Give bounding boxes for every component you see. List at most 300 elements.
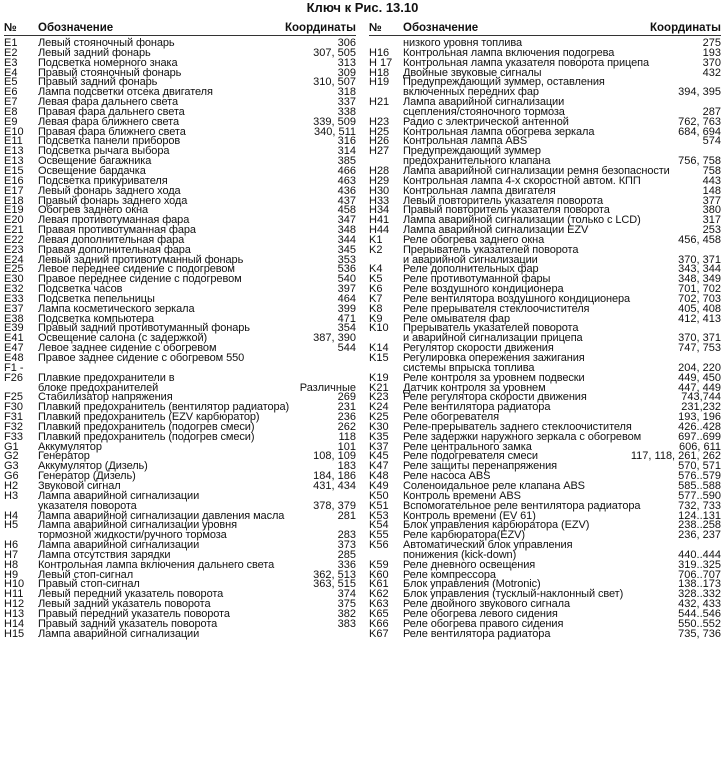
item-coordinates: 362, 513	[313, 568, 356, 581]
item-designation: Левая фара ближнего света	[38, 115, 180, 128]
item-designation: Контрольная лампа 4-х скоростной автом. КПП	[403, 174, 641, 187]
item-designation: Блок управления (тусклый-наклонный свет)	[403, 588, 624, 601]
item-number: H14	[4, 617, 25, 630]
item-designation: низкого уровня топлива	[403, 37, 522, 49]
item-coordinates: 380	[702, 204, 721, 217]
item-number: K35	[369, 430, 389, 443]
item-designation: Правый стояночный фонарь	[38, 66, 182, 79]
item-designation: Прерыватель указателей поворота	[403, 322, 579, 335]
item-number: K5	[369, 273, 383, 286]
item-number: H44	[369, 224, 390, 237]
item-designation: Радио с электрической антенной	[403, 115, 569, 128]
item-number: H19	[369, 76, 390, 89]
item-coordinates: 426..428	[678, 420, 721, 433]
item-designation: Правый задний указатель поворота	[38, 617, 218, 630]
item-designation: Лампа аварийной сигнализации	[38, 627, 200, 640]
item-designation: и аварийной сигнализации	[403, 253, 538, 266]
item-number: K56	[369, 539, 389, 552]
item-number: H10	[4, 578, 25, 591]
item-designation: Датчик контроля за уровнем	[403, 381, 546, 394]
item-designation: включенных передних фар	[403, 86, 539, 99]
item-coordinates: 399	[337, 302, 356, 315]
item-number: E21	[4, 224, 24, 237]
item-number: K30	[369, 420, 389, 433]
item-coordinates: 269	[337, 391, 356, 404]
item-number: K15	[369, 352, 389, 364]
item-coordinates: 375	[337, 598, 356, 611]
item-number: F1 -	[4, 361, 24, 374]
item-designation: Правое переднее сидение с подогревом	[38, 273, 242, 286]
header-coordinates: Координаты	[650, 22, 721, 34]
item-designation: Левый задний фонарь	[38, 46, 151, 59]
item-designation: тормозной жидкости/ручного тормоза	[38, 529, 227, 542]
item-coordinates: 540	[337, 273, 356, 286]
header-number: №	[4, 22, 17, 34]
item-coordinates: 337	[337, 96, 356, 109]
item-designation: Подсветка часов	[38, 283, 123, 296]
item-number: H15	[4, 627, 25, 640]
item-number: E10	[4, 125, 24, 138]
item-designation: Лампа аварийной сигнализации	[38, 539, 200, 552]
item-designation: Подсветка прикуривателя	[38, 174, 168, 187]
item-designation: Лампа аварийной сигнализации уровня	[38, 519, 237, 532]
item-number: K54	[369, 519, 389, 532]
item-designation: Левый фонарь заднего хода	[38, 184, 181, 197]
item-designation: Автоматический блок управления	[403, 539, 573, 552]
item-number: G6	[4, 470, 19, 483]
item-designation: Лампа аварийной сигнализации (только с LCD)	[403, 214, 641, 227]
item-designation: Реле обогрева левого сидения	[403, 607, 558, 620]
item-coordinates: 363, 515	[313, 578, 356, 591]
item-number: K66	[369, 617, 389, 630]
item-coordinates: 431, 434	[313, 479, 356, 492]
item-coordinates: 319..325	[678, 558, 721, 571]
item-coordinates: 378, 379	[313, 499, 356, 512]
item-designation: Аккумулятор (Дизель)	[38, 460, 148, 473]
item-designation: Лампа аварийной сигнализации EZV	[403, 224, 589, 237]
item-number: K62	[369, 588, 389, 601]
item-number: H41	[369, 214, 390, 227]
item-number: H12	[4, 598, 25, 611]
item-number: E2	[4, 46, 18, 59]
item-coordinates: 253	[702, 224, 721, 237]
item-number: E16	[4, 174, 24, 187]
item-designation: Контрольная лампа двигателя	[403, 184, 556, 197]
item-coordinates: 735, 736	[678, 627, 721, 640]
item-coordinates: 148	[702, 184, 721, 197]
item-designation: Контрольная лампа включения подогрева	[403, 46, 615, 59]
item-number: K53	[369, 509, 389, 522]
item-designation: и аварийной сигнализации прицепа	[403, 332, 583, 345]
item-coordinates: 574	[702, 135, 721, 148]
item-number: H13	[4, 607, 25, 620]
item-number: E7	[4, 96, 18, 109]
item-number: E20	[4, 214, 24, 227]
item-number: H34	[369, 204, 390, 217]
item-number: K24	[369, 401, 389, 414]
item-number: E13	[4, 155, 24, 168]
column-header	[369, 22, 721, 36]
item-number: K14	[369, 342, 389, 355]
item-number: F31	[4, 411, 23, 424]
item-designation: Двойные звуковые сигналы	[403, 66, 542, 79]
item-designation: Правая фара дальнего света	[38, 105, 185, 118]
item-designation: Лампа аварийной сигнализации ремня безопасности	[403, 164, 670, 177]
item-number: E22	[4, 233, 24, 246]
item-number: K1	[369, 233, 383, 246]
item-coordinates: 344	[337, 233, 356, 246]
item-number: E19	[4, 204, 24, 217]
item-number: K59	[369, 558, 389, 571]
item-coordinates: 236	[337, 411, 356, 424]
item-coordinates: 471	[337, 312, 356, 325]
item-coordinates: 466	[337, 164, 356, 177]
item-number: K63	[369, 598, 389, 611]
item-designation: Реле контроля за уровнем подвески	[403, 371, 585, 384]
item-number: K7	[369, 292, 383, 305]
item-designation: Реле центрального замка	[403, 440, 532, 453]
item-designation: сцепления/стояночного тормоза	[403, 105, 565, 118]
item-number: G3	[4, 460, 19, 473]
item-designation: Реле омывателя фар	[403, 312, 510, 325]
item-designation: Освещение бардачка	[38, 164, 146, 177]
header-designation: Обозначение	[38, 22, 114, 34]
item-number: F25	[4, 391, 23, 404]
item-coordinates: 370	[702, 56, 721, 69]
item-number: E33	[4, 292, 24, 305]
item-designation: Прерыватель указателей поворота	[403, 243, 579, 256]
item-number: K49	[369, 479, 389, 492]
item-designation: Лампа аварийной сигнализации давления масла	[38, 509, 285, 522]
item-coordinates: 436	[337, 184, 356, 197]
item-coordinates: 397	[337, 283, 356, 296]
item-designation: Обогрев заднего окна	[38, 204, 148, 217]
item-number: F26	[4, 371, 23, 384]
item-number: E37	[4, 302, 24, 315]
item-number: E15	[4, 164, 24, 177]
item-designation: Правый фонарь заднего хода	[38, 194, 188, 207]
item-number: H33	[369, 194, 390, 207]
item-designation: Реле дневного освещения	[403, 558, 536, 571]
item-coordinates: 374	[337, 588, 356, 601]
item-number: E4	[4, 66, 18, 79]
item-designation: Левое переднее сидение с подогревом	[38, 263, 235, 276]
item-designation: Правый стоп-сигнал	[38, 578, 140, 591]
item-coordinates: 124..131	[678, 509, 721, 522]
item-number: H30	[369, 184, 390, 197]
item-coordinates: Различные	[299, 381, 356, 394]
item-number: K23	[369, 391, 389, 404]
item-coordinates: 449, 450	[678, 371, 721, 384]
item-coordinates: 318	[337, 86, 356, 99]
item-coordinates: 385	[337, 155, 356, 168]
item-designation: Плавкий предохранитель (подогрев смеси)	[38, 420, 255, 433]
item-designation: Контрольная лампа ABS	[403, 135, 528, 148]
item-coordinates: 447, 449	[678, 381, 721, 394]
item-designation: Регулировка опережения зажигания	[403, 352, 585, 364]
item-number: K50	[369, 489, 389, 502]
item-number: E3	[4, 56, 18, 69]
item-number: E47	[4, 342, 24, 355]
item-designation: Подсветка номерного знака	[38, 56, 178, 69]
item-designation: Вспомогательное реле вентилятора радиатора	[403, 499, 641, 512]
item-designation: Левая дополнительная фара	[38, 233, 185, 246]
legend-row	[4, 354, 356, 364]
item-designation: Реле прерывателя стеклоочистителя	[403, 302, 590, 315]
item-number: E39	[4, 322, 24, 335]
item-designation: Реле дополнительных фар	[403, 263, 539, 276]
item-designation: Контроль времени ABS	[403, 489, 521, 502]
item-designation: Плавкий предохранитель (EZV карбюратор)	[38, 411, 260, 424]
item-number: H27	[369, 145, 390, 158]
item-designation: предохранительного клапана	[403, 155, 551, 168]
item-designation: Контрольная лампа включения дальнего света	[38, 558, 275, 571]
item-number: E1	[4, 37, 18, 49]
legend-row	[369, 627, 721, 640]
item-number: E32	[4, 283, 24, 296]
item-coordinates: 328..332	[678, 588, 721, 601]
item-designation: Реле двойного звукового сигнала	[403, 598, 571, 611]
item-designation: Правое заднее сидение с обогревом 550	[38, 352, 245, 364]
item-designation: Аккумулятор	[38, 440, 102, 453]
item-designation: Соленоидальное реле клапана ABS	[403, 479, 585, 492]
item-designation: Реле карбюратора(EZV)	[403, 529, 525, 542]
item-designation: Плавкий предохранитель (подогрев смеси)	[38, 430, 255, 443]
item-designation: Лампа подсветки отсека двигателя	[38, 86, 213, 99]
item-coordinates: 317	[702, 214, 721, 227]
item-designation: Правый задний противотуманный фонарь	[38, 322, 250, 335]
item-designation: Левая фара дальнего света	[38, 96, 178, 109]
item-coordinates: 405, 408	[678, 302, 721, 315]
item-designation: Блок управления карбюратора (EZV)	[403, 519, 590, 532]
item-designation: Плавкий предохранитель (вентилятор радиатора)	[38, 401, 290, 414]
item-designation: Правый задний фонарь	[38, 76, 158, 89]
item-number: K55	[369, 529, 389, 542]
item-coordinates: 183	[337, 460, 356, 473]
item-number: E11	[4, 135, 23, 148]
item-coordinates: 354	[337, 322, 356, 335]
item-number: H5	[4, 519, 19, 532]
item-number: H4	[4, 509, 19, 522]
item-designation: Левая противотуманная фара	[38, 214, 190, 227]
item-coordinates: 702, 703	[678, 292, 721, 305]
legend-list	[369, 39, 721, 639]
left-column	[4, 22, 356, 639]
item-coordinates: 138..173	[678, 578, 721, 591]
item-number: H28	[369, 164, 390, 177]
item-designation: системы впрыска топлива	[403, 361, 535, 374]
item-number: E48	[4, 352, 24, 364]
item-number: H16	[369, 46, 390, 59]
item-coordinates: 348	[337, 224, 356, 237]
item-coordinates: 606, 611	[678, 440, 721, 453]
item-designation: Правая фара ближнего света	[38, 125, 186, 138]
item-coordinates: 732, 733	[678, 499, 721, 512]
item-number: K37	[369, 440, 389, 453]
item-designation: Подсветка пепельницы	[38, 292, 155, 305]
item-number: K10	[369, 322, 389, 335]
item-coordinates: 313	[337, 56, 356, 69]
item-designation: Реле насоса ABS	[403, 470, 491, 483]
item-number: H9	[4, 568, 19, 581]
item-coordinates: 544..546	[678, 607, 721, 620]
item-designation: Контроль времени (EV 61)	[403, 509, 536, 522]
item-number: K48	[369, 470, 389, 483]
item-coordinates: 387, 390	[313, 332, 356, 345]
item-number: G1	[4, 440, 19, 453]
item-coordinates: 536	[337, 263, 356, 276]
item-number: K45	[369, 450, 389, 463]
item-coordinates: 193, 196	[678, 411, 721, 424]
item-designation: Стабилизатор напряжения	[38, 391, 173, 404]
item-coordinates: 340, 511	[313, 125, 356, 138]
item-designation: Генератор	[38, 450, 90, 463]
item-number: H2	[4, 479, 19, 492]
item-designation: Реле вентилятора радиатора	[403, 627, 551, 640]
item-coordinates: 336	[337, 558, 356, 571]
item-designation: Левый передний указатель поворота	[38, 588, 224, 601]
item-coordinates: 184, 186	[313, 470, 356, 483]
item-designation: Реле компрессора	[403, 568, 496, 581]
item-designation: Генератор (Дизель)	[38, 470, 136, 483]
item-designation: Реле противотуманной фары	[403, 273, 551, 286]
item-coordinates: 412, 413	[678, 312, 721, 325]
item-designation: Лампа косметического зеркала	[38, 302, 195, 315]
item-number: E23	[4, 243, 24, 256]
item-number: H11	[4, 588, 24, 601]
item-designation: Реле обогревателя	[403, 411, 499, 424]
item-number: K60	[369, 568, 389, 581]
item-designation: блоке предохранителей	[38, 381, 159, 394]
item-number: H21	[369, 96, 390, 109]
item-number: K2	[369, 243, 383, 256]
item-designation: Лампа аварийной сигнализации	[38, 489, 200, 502]
item-designation: Левый повторитель указателя поворота	[403, 194, 604, 207]
item-coordinates: 706..707	[678, 568, 721, 581]
item-coordinates: 307, 505	[313, 46, 356, 59]
item-coordinates: 577..590	[678, 489, 721, 502]
item-coordinates: 456, 458	[678, 233, 721, 246]
item-number: K4	[369, 263, 383, 276]
item-coordinates: 684, 694	[678, 125, 721, 138]
item-coordinates: 309	[337, 66, 356, 79]
item-coordinates: 231	[337, 401, 356, 414]
item-coordinates: 117, 118, 261, 262	[630, 450, 721, 463]
item-designation: Подсветка рычага выбора	[38, 145, 170, 158]
item-number: E17	[4, 184, 24, 197]
item-coordinates: 440..444	[678, 548, 721, 561]
item-coordinates: 373	[337, 539, 356, 552]
item-designation: Освещение салона (с задержкой)	[38, 332, 208, 345]
item-number: E30	[4, 273, 24, 286]
item-number: K9	[369, 312, 383, 325]
item-number: F30	[4, 401, 23, 414]
item-designation: Предупреждающий зуммер, оставления	[403, 76, 605, 89]
item-designation: Лампа отсутствия зарядки	[38, 548, 171, 561]
legend-row	[4, 627, 356, 640]
item-coordinates: 118	[338, 430, 356, 443]
item-designation: Правая противотуманная фара	[38, 224, 196, 237]
item-designation: Подсветка компьютера	[38, 312, 155, 325]
item-coordinates: 285	[337, 548, 356, 561]
item-number: E25	[4, 263, 24, 276]
item-coordinates: 576..579	[678, 470, 721, 483]
item-number: E9	[4, 115, 18, 128]
item-designation: Правый повторитель указателя поворота	[403, 204, 610, 217]
item-coordinates: 316	[337, 135, 356, 148]
item-number: K47	[369, 460, 389, 473]
item-coordinates: 238..258	[678, 519, 721, 532]
item-coordinates: 570, 571	[678, 460, 721, 473]
item-designation: указателя поворота	[38, 499, 137, 512]
item-coordinates: 697..699	[678, 430, 721, 443]
item-coordinates: 353	[337, 253, 356, 266]
item-coordinates: 443	[702, 174, 721, 187]
item-designation: Реле подогревателя смеси	[403, 450, 538, 463]
item-designation: Левое заднее сидение с обогревом	[38, 342, 217, 355]
item-coordinates: 585..588	[678, 479, 721, 492]
item-coordinates: 550..552	[678, 617, 721, 630]
header-number: №	[369, 22, 382, 34]
item-number: H8	[4, 558, 19, 571]
right-column	[369, 22, 721, 639]
item-number: H6	[4, 539, 19, 552]
header-designation: Обозначение	[403, 22, 479, 34]
legend-list	[4, 39, 356, 639]
item-number: H7	[4, 548, 19, 561]
item-number: E6	[4, 86, 18, 99]
item-number: E38	[4, 312, 24, 325]
item-coordinates: 383	[337, 617, 356, 630]
item-designation: Реле обогрева правого сидения	[403, 617, 564, 630]
item-designation: Реле вентилятора радиатора	[403, 401, 551, 414]
item-designation: Реле защиты перенапряжения	[403, 460, 558, 473]
item-number: H26	[369, 135, 390, 148]
item-coordinates: 287	[702, 105, 721, 118]
page-title: Ключ к Рис. 13.10	[306, 0, 419, 15]
item-designation: Левый задний противотуманный фонарь	[38, 253, 244, 266]
item-coordinates: 544	[337, 342, 356, 355]
item-coordinates: 108, 109	[313, 450, 356, 463]
item-number: K51	[369, 499, 389, 512]
item-designation: Регулятор скорости движения	[403, 342, 554, 355]
item-designation: Реле обогрева заднего окна	[403, 233, 545, 246]
item-designation: Предупреждающий зуммер	[403, 145, 541, 158]
item-number: F32	[4, 420, 23, 433]
item-number: K21	[369, 381, 389, 394]
item-coordinates: 310, 507	[313, 76, 356, 89]
item-coordinates: 231,232	[681, 401, 721, 414]
item-designation: Блок управления (Motronic)	[403, 578, 541, 591]
item-coordinates: 758	[702, 164, 721, 177]
item-number: E18	[4, 194, 24, 207]
item-number: K65	[369, 607, 389, 620]
item-designation: Реле задержки наружного зеркала с обогревом	[403, 430, 642, 443]
item-designation: Плавкие предохранители в	[38, 371, 175, 384]
column-header	[4, 22, 356, 36]
item-coordinates: 347	[337, 214, 356, 227]
item-number: E41	[4, 332, 24, 345]
item-coordinates: 463	[337, 174, 356, 187]
item-number: F33	[4, 430, 23, 443]
item-coordinates: 314	[337, 145, 356, 158]
item-designation: Звуковой сигнал	[38, 479, 121, 492]
item-coordinates: 262	[337, 420, 356, 433]
item-coordinates: 458	[337, 204, 356, 217]
item-number: H23	[369, 115, 390, 128]
item-number: H29	[369, 174, 390, 187]
item-coordinates: 345	[337, 243, 356, 256]
